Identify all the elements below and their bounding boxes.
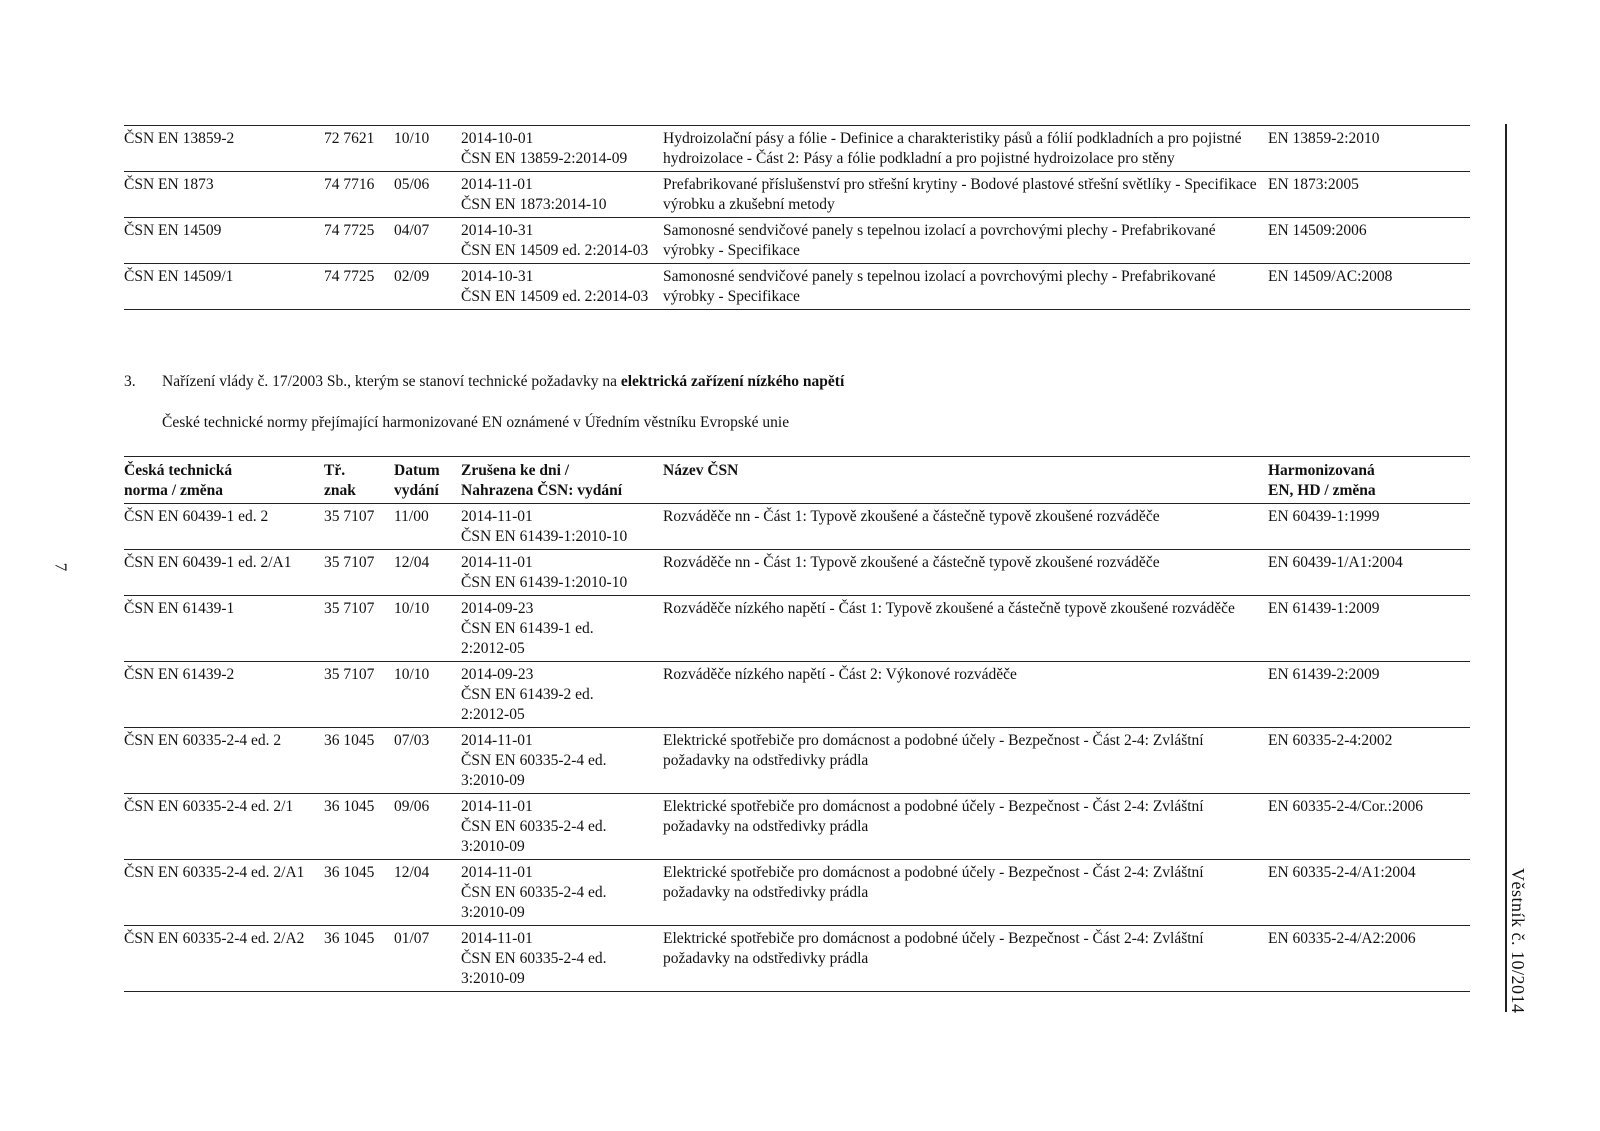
- header-line: Datum: [394, 462, 440, 479]
- datum-cell: 12/04: [394, 554, 430, 571]
- header-line: EN, HD / změna: [1268, 482, 1376, 499]
- header-line: Tř.: [324, 462, 346, 479]
- nazev-cell: Elektrické spotřebiče pro domácnost a podobné účely - Bezpečnost - Část 2-4: Zvláštní požadavky na odstředivky prádla: [663, 798, 1204, 835]
- header-line: Harmonizovaná: [1268, 462, 1375, 479]
- zrusena-replacement: ČSN EN 61439-1:2010-10: [461, 574, 628, 591]
- zrusena-replacement-cont: 3:2010-09: [461, 772, 525, 789]
- zrusena-replacement: ČSN EN 14509 ed. 2:2014-03: [461, 288, 649, 305]
- nazev-cell: Samonosné sendvičové panely s tepelnou izolací a povrchovými plechy - Prefabrikované výrobky - Specifikace: [663, 268, 1216, 305]
- nazev-cell: Rozváděče nízkého napětí - Část 2: Výkonové rozváděče: [663, 666, 1017, 683]
- nazev-cell: Hydroizolační pásy a fólie - Definice a charakteristiky pásů a fólií podkladních a pro pojistné hydroizolace - Část 2: Pásy a fólie podkladní a pro pojistné hydroizolace pro stěny: [663, 130, 1242, 167]
- header-nazev: [663, 461, 1268, 501]
- table-row: [124, 662, 1470, 728]
- zrusena-date: 2014-11-01: [461, 798, 533, 815]
- table-row: [124, 504, 1470, 550]
- standards-table-continued: [124, 125, 1470, 310]
- zrusena-cell: [461, 797, 663, 857]
- zrusena-replacement: ČSN EN 14509 ed. 2:2014-03: [461, 242, 649, 259]
- header-line: Nahrazena ČSN: vydání: [461, 482, 623, 499]
- znak-cell: 36 1045: [324, 732, 375, 749]
- harm-cell: EN 61439-2:2009: [1268, 666, 1380, 683]
- datum-cell: 10/10: [394, 130, 430, 147]
- harm-cell: EN 61439-1:2009: [1268, 600, 1380, 617]
- zrusena-cell: [461, 553, 663, 593]
- nazev-cell: Samonosné sendvičové panely s tepelnou izolací a povrchovými plechy - Prefabrikované výrobky - Specifikace: [663, 222, 1216, 259]
- norma-cell: ČSN EN 61439-1: [124, 600, 235, 617]
- datum-cell: 12/04: [394, 864, 430, 881]
- norma-cell: ČSN EN 60335-2-4 ed. 2: [124, 732, 282, 749]
- datum-cell: 11/00: [394, 508, 429, 525]
- datum-cell: 01/07: [394, 930, 430, 947]
- zrusena-date: 2014-10-31: [461, 268, 534, 285]
- harm-cell: EN 14509/AC:2008: [1268, 268, 1393, 285]
- zrusena-cell: [461, 507, 663, 547]
- norma-cell: ČSN EN 60439-1 ed. 2: [124, 508, 269, 525]
- harm-cell: EN 60335-2-4/A1:2004: [1268, 864, 1416, 881]
- header-line: Zrušena ke dni /: [461, 462, 570, 479]
- norma-cell: ČSN EN 13859-2: [124, 130, 235, 147]
- zrusena-replacement-cont: 3:2010-09: [461, 970, 525, 987]
- table-header-row: [124, 457, 1470, 504]
- nazev-cell: Rozváděče nízkého napětí - Část 1: Typově zkoušené a částečně typově zkoušené rozváděče: [663, 600, 1235, 617]
- zrusena-date: 2014-09-23: [461, 666, 534, 683]
- harm-cell: EN 60335-2-4/Cor.:2006: [1268, 798, 1423, 815]
- harmonized-standards-table: [124, 456, 1470, 992]
- harm-cell: EN 14509:2006: [1268, 222, 1367, 239]
- nazev-cell: Elektrické spotřebiče pro domácnost a podobné účely - Bezpečnost - Část 2-4: Zvláštní požadavky na odstředivky prádla: [663, 864, 1204, 901]
- zrusena-replacement: ČSN EN 60335-2-4 ed.: [461, 752, 607, 769]
- znak-cell: 74 7716: [324, 176, 375, 193]
- table-row: [124, 264, 1470, 310]
- table-row: [124, 126, 1470, 172]
- norma-cell: ČSN EN 60439-1 ed. 2/A1: [124, 554, 292, 571]
- table-row: [124, 596, 1470, 662]
- znak-cell: 74 7725: [324, 268, 375, 285]
- norma-cell: ČSN EN 14509: [124, 222, 222, 239]
- znak-cell: 74 7725: [324, 222, 375, 239]
- zrusena-replacement-cont: 2:2012-05: [461, 706, 525, 723]
- zrusena-replacement: ČSN EN 13859-2:2014-09: [461, 150, 628, 167]
- harm-cell: EN 60439-1/A1:2004: [1268, 554, 1403, 571]
- zrusena-replacement: ČSN EN 60335-2-4 ed.: [461, 884, 607, 901]
- zrusena-date: 2014-10-31: [461, 222, 534, 239]
- nazev-cell: Elektrické spotřebiče pro domácnost a podobné účely - Bezpečnost - Část 2-4: Zvláštní požadavky na odstředivky prádla: [663, 732, 1204, 769]
- zrusena-date: 2014-11-01: [461, 864, 533, 881]
- zrusena-replacement: ČSN EN 61439-1:2010-10: [461, 528, 628, 545]
- table-row: [124, 926, 1470, 992]
- section-text: Nařízení vlády č. 17/2003 Sb., kterým se stanoví technické požadavky na: [162, 373, 621, 390]
- zrusena-date: 2014-11-01: [461, 554, 533, 571]
- harm-cell: EN 60439-1:1999: [1268, 508, 1380, 525]
- header-line: Česká technická: [124, 462, 233, 479]
- section-number: 3.: [124, 373, 136, 390]
- header-zrusena: [461, 461, 663, 501]
- norma-cell: ČSN EN 14509/1: [124, 268, 234, 285]
- table-row: [124, 550, 1470, 596]
- datum-cell: 07/03: [394, 732, 430, 749]
- znak-cell: 35 7107: [324, 508, 375, 525]
- znak-cell: 35 7107: [324, 600, 375, 617]
- zrusena-replacement: ČSN EN 60335-2-4 ed.: [461, 950, 607, 967]
- journal-name: Věstník č. 10/2014: [1508, 868, 1528, 1014]
- zrusena-cell: [461, 929, 663, 989]
- datum-cell: 09/06: [394, 798, 430, 815]
- table-row: [124, 860, 1470, 926]
- nazev-cell: Rozváděče nn - Část 1: Typově zkoušené a částečně typově zkoušené rozváděče: [663, 554, 1160, 571]
- zrusena-cell: [461, 175, 663, 215]
- harm-cell: EN 1873:2005: [1268, 176, 1359, 193]
- zrusena-date: 2014-10-01: [461, 130, 534, 147]
- header-znak: [324, 461, 394, 501]
- norma-cell: ČSN EN 60335-2-4 ed. 2/A2: [124, 930, 305, 947]
- table-row: [124, 172, 1470, 218]
- section-text-bold: elektrická zařízení nízkého napětí: [620, 373, 845, 390]
- zrusena-replacement: ČSN EN 61439-1 ed.: [461, 620, 594, 637]
- zrusena-cell: [461, 221, 663, 261]
- znak-cell: 36 1045: [324, 864, 375, 881]
- znak-cell: 35 7107: [324, 666, 375, 683]
- nazev-cell: Rozváděče nn - Část 1: Typově zkoušené a částečně typově zkoušené rozváděče: [663, 508, 1160, 525]
- header-line: norma / změna: [124, 482, 224, 499]
- norma-cell: ČSN EN 60335-2-4 ed. 2/A1: [124, 864, 305, 881]
- header-line: vydání: [394, 482, 439, 499]
- znak-cell: 72 7621: [324, 130, 375, 147]
- header-harm: [1268, 461, 1470, 501]
- nazev-cell: Prefabrikované příslušenství pro střešní krytiny - Bodové plastové střešní světlíky - Specifikace výrobku a zkušební metody: [663, 176, 1257, 213]
- zrusena-cell: [461, 599, 663, 659]
- zrusena-date: 2014-11-01: [461, 930, 533, 947]
- norma-cell: ČSN EN 61439-2: [124, 666, 235, 683]
- zrusena-replacement-cont: 2:2012-05: [461, 640, 525, 657]
- harm-cell: EN 60335-2-4/A2:2006: [1268, 930, 1416, 947]
- header-datum: [394, 461, 461, 501]
- znak-cell: 36 1045: [324, 930, 375, 947]
- zrusena-date: 2014-11-01: [461, 732, 533, 749]
- header-line: znak: [324, 482, 356, 499]
- datum-cell: 04/07: [394, 222, 430, 239]
- zrusena-cell: [461, 863, 663, 923]
- harm-cell: EN 13859-2:2010: [1268, 130, 1380, 147]
- zrusena-cell: [461, 129, 663, 169]
- zrusena-cell: [461, 665, 663, 725]
- section-subtitle: České technické normy přejímající harmonizované EN oznámené v Úředním věstníku Evropské unie: [162, 414, 790, 431]
- znak-cell: 36 1045: [324, 798, 375, 815]
- page-number: 7: [51, 562, 71, 572]
- header-line: Název ČSN: [663, 462, 739, 479]
- zrusena-replacement: ČSN EN 60335-2-4 ed.: [461, 818, 607, 835]
- table-row: [124, 218, 1470, 264]
- zrusena-replacement-cont: 3:2010-09: [461, 904, 525, 921]
- datum-cell: 10/10: [394, 666, 430, 683]
- zrusena-cell: [461, 731, 663, 791]
- table-row: [124, 728, 1470, 794]
- datum-cell: 05/06: [394, 176, 430, 193]
- section-heading: [124, 372, 844, 392]
- norma-cell: ČSN EN 60335-2-4 ed. 2/1: [124, 798, 294, 815]
- zrusena-date: 2014-11-01: [461, 176, 533, 193]
- zrusena-replacement: ČSN EN 61439-2 ed.: [461, 686, 594, 703]
- datum-cell: 10/10: [394, 600, 430, 617]
- znak-cell: 35 7107: [324, 554, 375, 571]
- harm-cell: EN 60335-2-4:2002: [1268, 732, 1393, 749]
- table-row: [124, 794, 1470, 860]
- header-norma: [124, 461, 324, 501]
- norma-cell: ČSN EN 1873: [124, 176, 214, 193]
- zrusena-replacement: ČSN EN 1873:2014-10: [461, 196, 607, 213]
- nazev-cell: Elektrické spotřebiče pro domácnost a podobné účely - Bezpečnost - Část 2-4: Zvláštní požadavky na odstředivky prádla: [663, 930, 1204, 967]
- zrusena-cell: [461, 267, 663, 307]
- datum-cell: 02/09: [394, 268, 430, 285]
- zrusena-date: 2014-11-01: [461, 508, 533, 525]
- zrusena-date: 2014-09-23: [461, 600, 534, 617]
- zrusena-replacement-cont: 3:2010-09: [461, 838, 525, 855]
- margin-divider: [1505, 124, 1507, 1012]
